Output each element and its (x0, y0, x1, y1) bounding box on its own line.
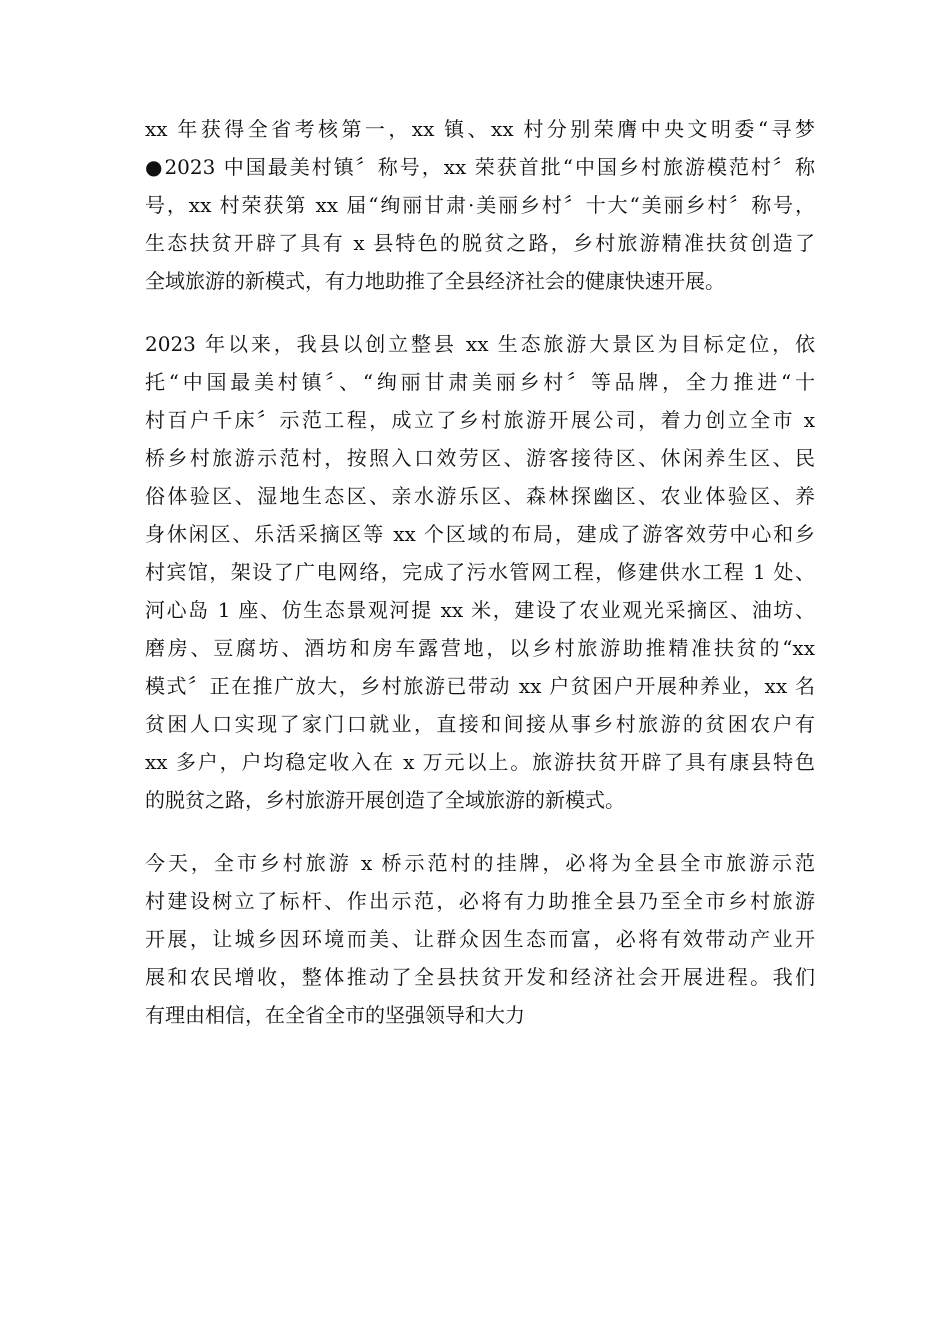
text-line: 今天，全市乡村旅游 x 桥示范村的挂牌，必将为全县全市旅游示范 (145, 851, 815, 875)
document-body (145, 110, 815, 1059)
text-line: 生态扶贫开辟了具有 x 县特色的脱贫之路，乡村旅游精准扶贫创造了 (145, 231, 815, 255)
text-line: xx 年获得全省考核第一，xx 镇、xx 村分别荣膺中央文明委“寻梦 (145, 117, 815, 141)
text-line: 贫困人口实现了家门口就业，直接和间接从事乡村旅游的贫困农户有 (145, 712, 815, 736)
text-line: 村宾馆，架设了广电网络，完成了污水管网工程，修建供水工程 1 处、 (145, 560, 815, 584)
text-line: 开展，让城乡因环境而美、让群众因生态而富，必将有效带动产业开 (145, 927, 815, 951)
text-line: 模式〞正在推广放大，乡村旅游已带动 xx 户贫困户开展种养业，xx 名 (145, 674, 815, 698)
text-line: 号，xx 村荣获第 xx 届“绚丽甘肃·美丽乡村〞十大“美丽乡村〞称号， (145, 193, 815, 217)
paragraph-3 (145, 844, 815, 1034)
text-line: 的脱贫之路，乡村旅游开展创造了全域旅游的新模式。 (145, 788, 625, 812)
text-line: 托“中国最美村镇〞、“绚丽甘肃美丽乡村〞等品牌，全力推进“十 (145, 370, 815, 394)
text-line: xx 多户，户均稳定收入在 x 万元以上。旅游扶贫开辟了具有康县特色 (145, 750, 815, 774)
paragraph-1 (145, 110, 815, 300)
text-line: 全域旅游的新模式，有力地助推了全县经济社会的健康快速开展。 (145, 269, 725, 293)
text-line: 河心岛 1 座、仿生态景观河提 xx 米，建设了农业观光采摘区、油坊、 (145, 598, 815, 622)
text-line: 身休闲区、乐活采摘区等 xx 个区域的布局，建成了游客效劳中心和乡 (145, 522, 815, 546)
text-line: 有理由相信，在全省全市的坚强领导和大力 (145, 1003, 525, 1027)
text-line: 桥乡村旅游示范村，按照入口效劳区、游客接待区、休闲养生区、民 (145, 446, 815, 470)
text-line: 俗体验区、湿地生态区、亲水游乐区、森林探幽区、农业体验区、养 (145, 484, 815, 508)
text-line: ●2023 中国最美村镇〞称号，xx 荣获首批“中国乡村旅游模范村〞称 (145, 155, 815, 179)
text-line: 村百户千床〞示范工程，成立了乡村旅游开展公司，着力创立全市 x (145, 408, 815, 432)
text-line: 磨房、豆腐坊、酒坊和房车露营地，以乡村旅游助推精准扶贫的“xx (145, 636, 815, 660)
text-line: 村建设树立了标杆、作出示范，必将有力助推全县乃至全市乡村旅游 (145, 889, 815, 913)
text-line: 展和农民增收，整体推动了全县扶贫开发和经济社会开展进程。我们 (145, 965, 815, 989)
paragraph-2 (145, 325, 815, 819)
text-line: 2023 年以来，我县以创立整县 xx 生态旅游大景区为目标定位，依 (145, 332, 815, 356)
